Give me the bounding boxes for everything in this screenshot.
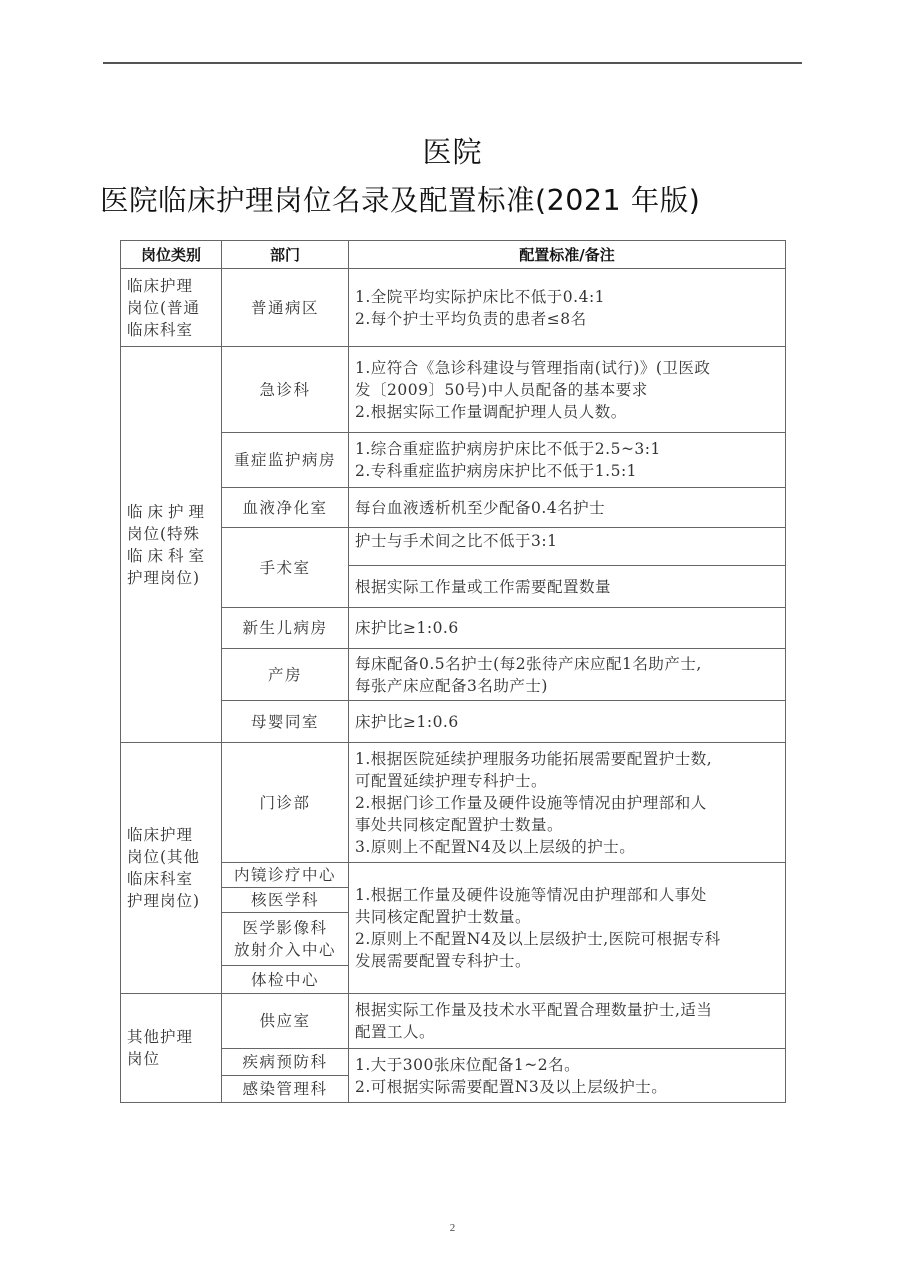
header-department: 部门 [222,241,349,269]
department-name: 核医学科 [250,891,319,909]
standard-line: 发〔2009〕50号)中人员配备的基本要求 [355,380,648,399]
table-row [121,269,786,347]
table-row [121,994,786,1049]
category-line: 护理岗位) [127,568,201,587]
category-cell [121,269,222,347]
standard-cell [349,863,786,994]
department-cell [222,701,349,743]
department-cell [222,433,349,488]
standard-cell [349,649,786,701]
standard-line: 2.每个护士平均负责的患者≤8名 [355,309,587,328]
standard-line: 2.专科重症监护病房床护比不低于1.5:1 [355,462,638,480]
standard-line: 配置工人。 [355,1023,436,1041]
standard-line: 根据实际工作量或工作需要配置数量 [355,577,612,596]
standard-cell [349,488,786,528]
category-line: 临床科室 [127,546,210,565]
standard-line: 1.全院平均实际护床比不低于0.4:1 [355,287,606,306]
department-cell [222,966,349,994]
department-name: 体检中心 [250,970,319,989]
table-row [121,743,786,863]
standard-cell [349,994,786,1049]
standard-line: 1.综合重症监护病房护床比不低于2.5~3:1 [355,440,661,458]
standard-line: 共同核定配置护士数量。 [355,908,532,926]
table-header-row [121,241,786,269]
department-cell [222,994,349,1049]
standard-cell [349,1049,786,1103]
staffing-standard-table [120,240,786,1103]
header-rule [103,62,802,64]
standard-cell [349,347,786,433]
standard-line: 每台血液透析机至少配备0.4名护士 [355,498,606,517]
department-name: 重症监护病房 [233,451,336,469]
department-name: 母婴同室 [250,712,319,731]
department-name: 门诊部 [259,793,311,812]
category-line: 护理岗位) [127,892,201,910]
document-subtitle: 医院临床护理岗位名录及配置标准(2021 年版) [100,184,701,217]
category-cell [121,743,222,994]
department-name: 疾病预防科 [242,1053,328,1071]
category-cell [121,347,222,743]
department-cell [222,863,349,888]
category-line: 岗位(其他 [127,848,201,866]
department-name: 供应室 [259,1012,311,1030]
standard-line: 1.根据工作量及硬件设施等情况由护理部和人事处 [355,886,707,904]
standard-line: 发展需要配置专科护士。 [355,952,532,970]
department-name: 急诊科 [259,380,311,399]
standard-cell [349,608,786,649]
department-name: 新生儿病房 [242,619,328,637]
standard-line: 3.原则上不配置N4及以上层级的护士。 [355,837,636,856]
department-cell [222,488,349,528]
standard-cell [349,433,786,488]
category-line: 岗位(普通 [127,298,201,317]
department-name: 血液净化室 [242,498,328,517]
standard-cell [349,528,786,566]
category-line: 临床护理 [127,826,194,844]
standard-line: 2.可根据实际需要配置N3及以上层级护士。 [355,1077,668,1096]
department-cell [222,1076,349,1103]
category-line: 岗位(特殊 [127,524,201,543]
department-name: 感染管理科 [242,1080,328,1098]
document-title: 医院 [422,135,483,169]
standard-line: 2.根据门诊工作量及硬件设施等情况由护理部和人 [355,793,707,812]
category-line: 临床护理 [127,502,210,521]
page-number: 2 [449,1222,456,1234]
category-line: 临床科室 [127,870,194,888]
department-cell [222,743,349,863]
department-cell [222,608,349,649]
department-cell [222,913,349,966]
standard-line: 根据实际工作量及技术水平配置合理数量护士,适当 [355,1001,713,1019]
header-standard: 配置标准/备注 [349,241,786,269]
header-category: 岗位类别 [121,241,222,269]
standard-line: 床护比≥1:0.6 [355,619,459,637]
department-cell [222,347,349,433]
standard-line: 护士与手术间之比不低于3:1 [355,532,558,550]
standard-line: 每床配备0.5名护士(每2张待产床应配1名助产士, [355,654,702,673]
department-cell [222,528,349,608]
department-name: 产房 [267,665,302,684]
standard-line: 可配置延续护理专科护士。 [355,771,548,790]
category-line: 临床科室 [127,320,194,339]
standard-cell [349,701,786,743]
standard-cell [349,269,786,347]
standard-line: 1.大于300张床位配备1~2名。 [355,1055,581,1074]
standard-cell [349,566,786,608]
department-name: 医学影像科 [242,919,328,937]
department-cell [222,888,349,913]
department-cell [222,1049,349,1076]
category-line: 其他护理 [127,1028,194,1046]
standard-line: 事处共同核定配置护士数量。 [355,815,564,834]
department-cell [222,269,349,347]
standard-line: 每张产床应配备3名助产士) [355,676,548,695]
department-name: 普通病区 [250,298,319,317]
table-row [121,347,786,433]
department-cell [222,649,349,701]
standard-line: 2.根据实际工作量调配护理人员人数。 [355,402,627,421]
standard-line: 床护比≥1:0.6 [355,712,459,731]
category-line: 岗位 [127,1050,161,1068]
standard-line: 1.应符合《急诊科建设与管理指南(试行)》(卫医政 [355,358,711,377]
category-line: 临床护理 [127,276,194,295]
department-name: 手术室 [259,558,311,577]
category-cell [121,994,222,1103]
standard-cell [349,743,786,863]
standard-line: 2.原则上不配置N4及以上层级护士,医院可根据专科 [355,930,721,948]
standard-line: 1.根据医院延续护理服务功能拓展需要配置护士数, [355,749,713,768]
department-name: 内镜诊疗中心 [233,866,336,884]
department-name: 放射介入中心 [233,941,336,959]
